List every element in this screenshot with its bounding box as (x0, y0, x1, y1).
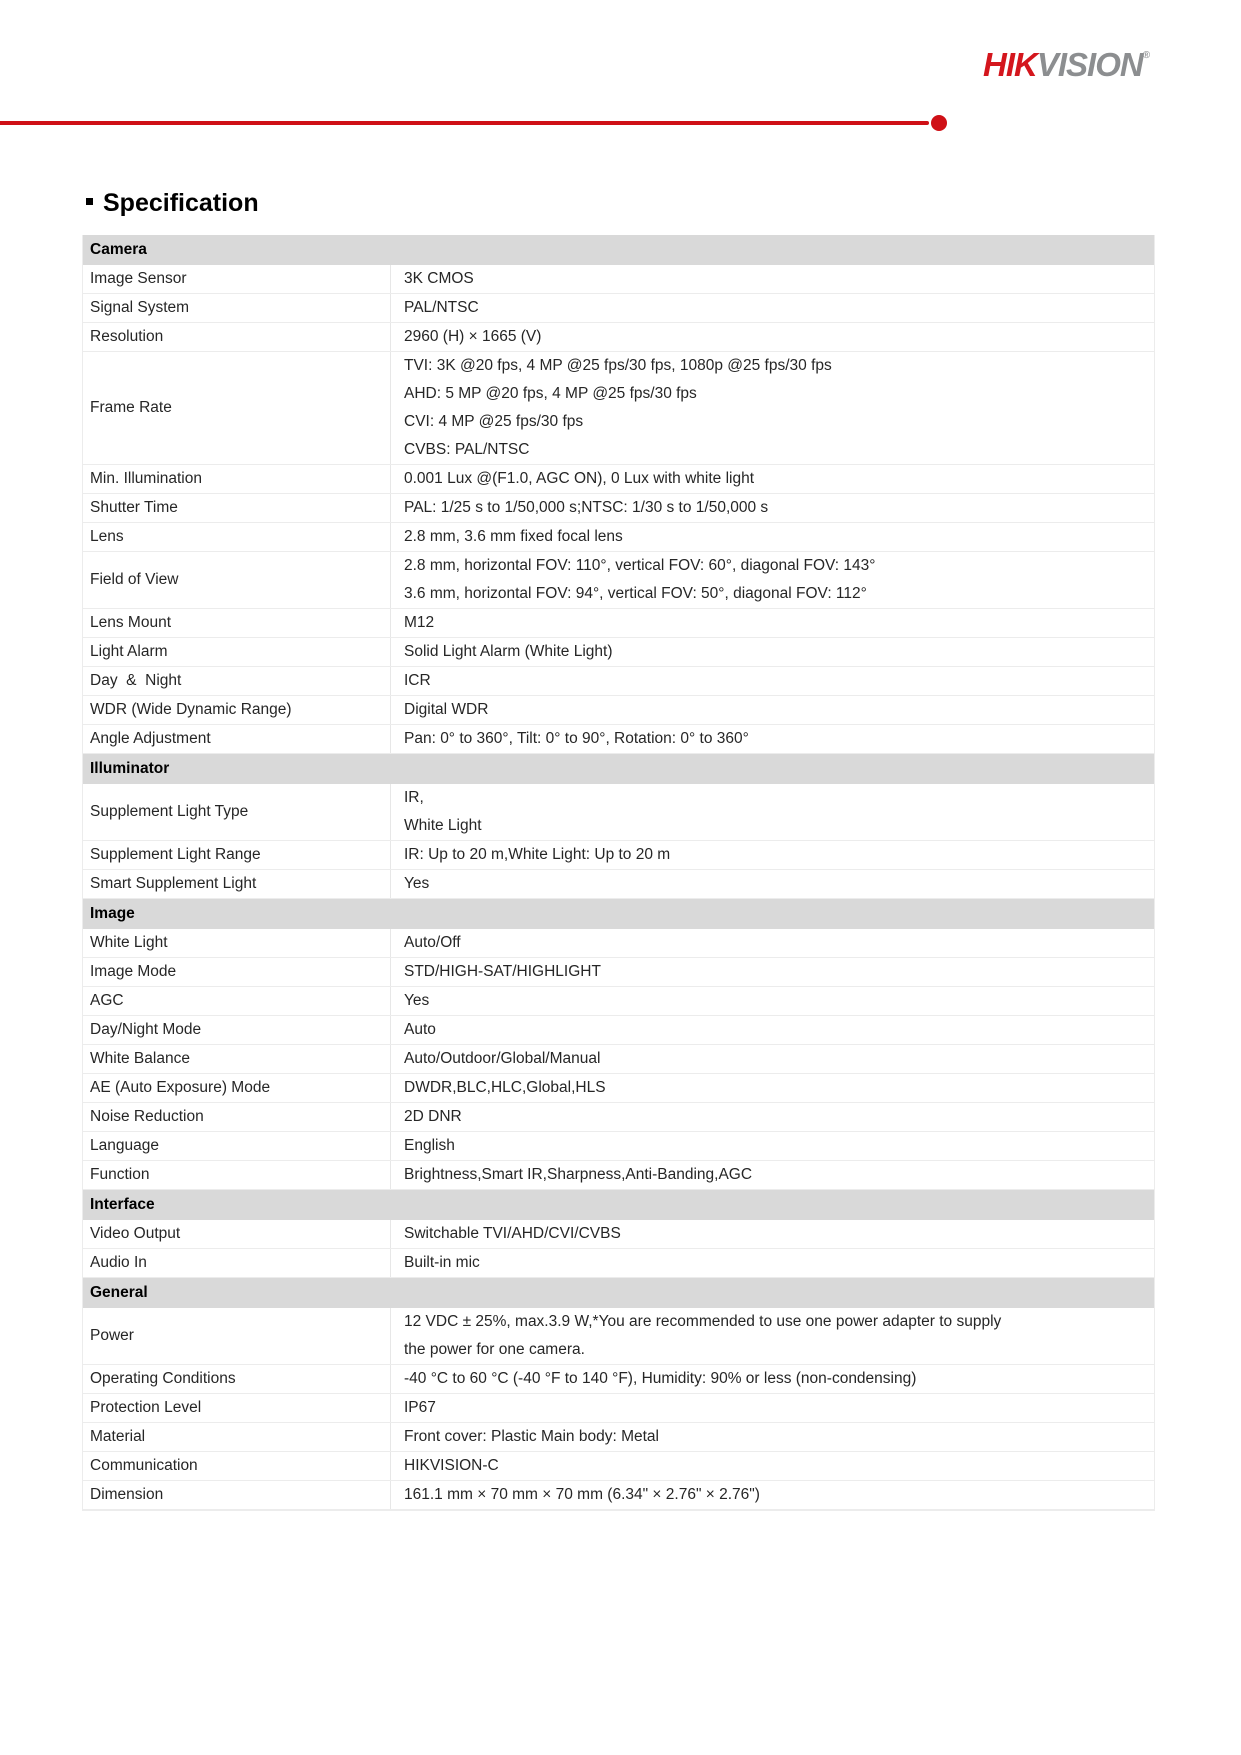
spec-value (391, 696, 1154, 724)
spec-value-line: M12 (404, 614, 435, 631)
spec-value-line: Built-in mic (404, 1254, 480, 1271)
spec-label: Angle Adjustment (83, 725, 391, 753)
table-row (83, 465, 1154, 494)
table-row (83, 784, 1154, 841)
page-title (82, 186, 1155, 220)
table-row (83, 294, 1154, 323)
spec-label: Day/Night Mode (83, 1016, 391, 1044)
spec-value (391, 265, 1154, 293)
spec-value-line: TVI: 3K @20 fps, 4 MP @25 fps/30 fps, 1080p @25 fps/30 fps (404, 357, 832, 374)
spec-value-line: Switchable TVI/AHD/CVI/CVBS (404, 1225, 621, 1242)
logo-vision-text: VISION (1036, 46, 1143, 83)
spec-label: Signal System (83, 294, 391, 322)
spec-value (391, 1423, 1154, 1451)
spec-value (391, 609, 1154, 637)
spec-value (391, 1161, 1154, 1189)
table-row (83, 523, 1154, 552)
spec-value (391, 294, 1154, 322)
registered-trademark-icon: ® (1142, 50, 1151, 61)
spec-label: Frame Rate (83, 352, 391, 464)
section-header-illuminator: Illuminator (83, 754, 1154, 784)
spec-value-line: PAL: 1/25 s to 1/50,000 s;NTSC: 1/30 s to 1/50,000 s (404, 499, 769, 516)
table-row (83, 1161, 1154, 1190)
spec-value-line: Pan: 0° to 360°, Tilt: 0° to 90°, Rotation: 0° to 360° (404, 730, 749, 747)
table-row (83, 352, 1154, 465)
table-row (83, 696, 1154, 725)
rule-end-dot-icon (931, 115, 947, 131)
table-row (83, 609, 1154, 638)
spec-value-line: Digital WDR (404, 701, 489, 718)
spec-value-line: AHD: 5 MP @20 fps, 4 MP @25 fps/30 fps (404, 385, 697, 402)
spec-label: Dimension (83, 1481, 391, 1509)
spec-value (391, 1074, 1154, 1102)
spec-label: Protection Level (83, 1394, 391, 1422)
logo-hik-text: HIK (983, 46, 1037, 83)
spec-value (391, 494, 1154, 522)
spec-label: Material (83, 1423, 391, 1451)
header-rule-line (0, 121, 929, 125)
table-row (83, 1103, 1154, 1132)
table-row (83, 552, 1154, 609)
spec-label: Light Alarm (83, 638, 391, 666)
spec-label: Smart Supplement Light (83, 870, 391, 898)
spec-label: Communication (83, 1452, 391, 1480)
hikvision-logo (983, 46, 1150, 84)
spec-label: Language (83, 1132, 391, 1160)
table-row (83, 323, 1154, 352)
title-bullet-icon (86, 198, 93, 205)
spec-value-line: 2960 (H) × 1665 (V) (404, 328, 542, 345)
page-title-text: Specification (103, 189, 259, 217)
spec-label: Operating Conditions (83, 1365, 391, 1393)
spec-label: Image Sensor (83, 265, 391, 293)
spec-value-line: 161.1 mm × 70 mm × 70 mm (6.34" × 2.76" × 2.76") (404, 1486, 760, 1503)
spec-label: Video Output (83, 1220, 391, 1248)
spec-value (391, 841, 1154, 869)
spec-label: Day & Night (83, 667, 391, 695)
spec-value (391, 667, 1154, 695)
table-row (83, 1394, 1154, 1423)
spec-value-line: Auto/Off (404, 934, 461, 951)
spec-value-line: Yes (404, 875, 430, 892)
spec-label: Lens (83, 523, 391, 551)
table-row (83, 1132, 1154, 1161)
spec-value-line: 2.8 mm, horizontal FOV: 110°, vertical FOV: 60°, diagonal FOV: 143° (404, 557, 876, 574)
table-row (83, 1016, 1154, 1045)
spec-value-line: Solid Light Alarm (White Light) (404, 643, 613, 660)
table-row (83, 987, 1154, 1016)
spec-value-line: Auto (404, 1021, 436, 1038)
section-header-general: General (83, 1278, 1154, 1308)
spec-label: Audio In (83, 1249, 391, 1277)
spec-value-line: ICR (404, 672, 431, 689)
spec-value (391, 784, 1154, 840)
spec-value-line: 0.001 Lux @(F1.0, AGC ON), 0 Lux with white light (404, 470, 754, 487)
spec-value (391, 1452, 1154, 1480)
table-row (83, 870, 1154, 899)
specification-table (82, 235, 1155, 1511)
content-area (82, 186, 1155, 1511)
spec-value-line: the power for one camera. (404, 1341, 585, 1358)
spec-value (391, 1394, 1154, 1422)
spec-label: Supplement Light Type (83, 784, 391, 840)
spec-value-line: CVI: 4 MP @25 fps/30 fps (404, 413, 584, 430)
spec-value (391, 1220, 1154, 1248)
spec-value-line: 2D DNR (404, 1108, 462, 1125)
spec-label: WDR (Wide Dynamic Range) (83, 696, 391, 724)
table-row (83, 265, 1154, 294)
spec-label: AGC (83, 987, 391, 1015)
spec-label: Image Mode (83, 958, 391, 986)
spec-value (391, 552, 1154, 608)
spec-value (391, 1249, 1154, 1277)
spec-value-line: 3.6 mm, horizontal FOV: 94°, vertical FOV: 50°, diagonal FOV: 112° (404, 585, 867, 602)
table-row (83, 1045, 1154, 1074)
spec-value (391, 1045, 1154, 1073)
spec-value-line: IR, (404, 789, 424, 806)
spec-value (391, 523, 1154, 551)
table-row (83, 1365, 1154, 1394)
spec-value (391, 1132, 1154, 1160)
spec-value (391, 958, 1154, 986)
spec-label: White Balance (83, 1045, 391, 1073)
table-row (83, 725, 1154, 754)
spec-label: Supplement Light Range (83, 841, 391, 869)
spec-label: Noise Reduction (83, 1103, 391, 1131)
spec-value-line: STD/HIGH-SAT/HIGHLIGHT (404, 963, 601, 980)
spec-value (391, 1365, 1154, 1393)
spec-value (391, 1016, 1154, 1044)
spec-value (391, 323, 1154, 351)
spec-value (391, 465, 1154, 493)
spec-value-line: IR: Up to 20 m,White Light: Up to 20 m (404, 846, 671, 863)
spec-label: AE (Auto Exposure) Mode (83, 1074, 391, 1102)
spec-label: Min. Illumination (83, 465, 391, 493)
table-row (83, 1249, 1154, 1278)
spec-value-line: CVBS: PAL/NTSC (404, 441, 530, 458)
spec-value-line: English (404, 1137, 455, 1154)
table-row (83, 1220, 1154, 1249)
spec-value-line: IP67 (404, 1399, 436, 1416)
spec-value-line: 3K CMOS (404, 270, 474, 287)
spec-value (391, 1103, 1154, 1131)
spec-value-line: Front cover: Plastic Main body: Metal (404, 1428, 659, 1445)
table-row (83, 929, 1154, 958)
spec-value (391, 987, 1154, 1015)
table-row (83, 667, 1154, 696)
spec-value (391, 929, 1154, 957)
spec-label: White Light (83, 929, 391, 957)
spec-value-line: 12 VDC ± 25%, max.3.9 W,*You are recommended to use one power adapter to supply (404, 1313, 1002, 1330)
spec-value-line: 2.8 mm, 3.6 mm fixed focal lens (404, 528, 623, 545)
spec-value-line: White Light (404, 817, 482, 834)
spec-value-line: HIKVISION-C (404, 1457, 499, 1474)
spec-value (391, 352, 1154, 464)
spec-value (391, 870, 1154, 898)
spec-label: Resolution (83, 323, 391, 351)
section-header-camera: Camera (83, 235, 1154, 265)
table-row (83, 958, 1154, 987)
spec-value-line: PAL/NTSC (404, 299, 479, 316)
spec-value-line: Auto/Outdoor/Global/Manual (404, 1050, 601, 1067)
spec-label: Lens Mount (83, 609, 391, 637)
table-row (83, 494, 1154, 523)
spec-value (391, 1481, 1154, 1509)
table-row (83, 841, 1154, 870)
section-header-interface: Interface (83, 1190, 1154, 1220)
section-header-image: Image (83, 899, 1154, 929)
table-row (83, 638, 1154, 667)
spec-label: Shutter Time (83, 494, 391, 522)
table-row (83, 1423, 1154, 1452)
spec-label: Field of View (83, 552, 391, 608)
spec-value-line: Brightness,Smart IR,Sharpness,Anti-Banding,AGC (404, 1166, 753, 1183)
table-row (83, 1308, 1154, 1365)
spec-label: Function (83, 1161, 391, 1189)
spec-value-line: -40 °C to 60 °C (-40 °F to 140 °F), Humidity: 90% or less (non-condensing) (404, 1370, 917, 1387)
spec-value-line: Yes (404, 992, 430, 1009)
spec-value (391, 725, 1154, 753)
spec-value (391, 1308, 1154, 1364)
spec-value (391, 638, 1154, 666)
table-row (83, 1452, 1154, 1481)
spec-value-line: DWDR,BLC,HLC,Global,HLS (404, 1079, 606, 1096)
spec-label: Power (83, 1308, 391, 1364)
table-row (83, 1481, 1154, 1510)
table-row (83, 1074, 1154, 1103)
